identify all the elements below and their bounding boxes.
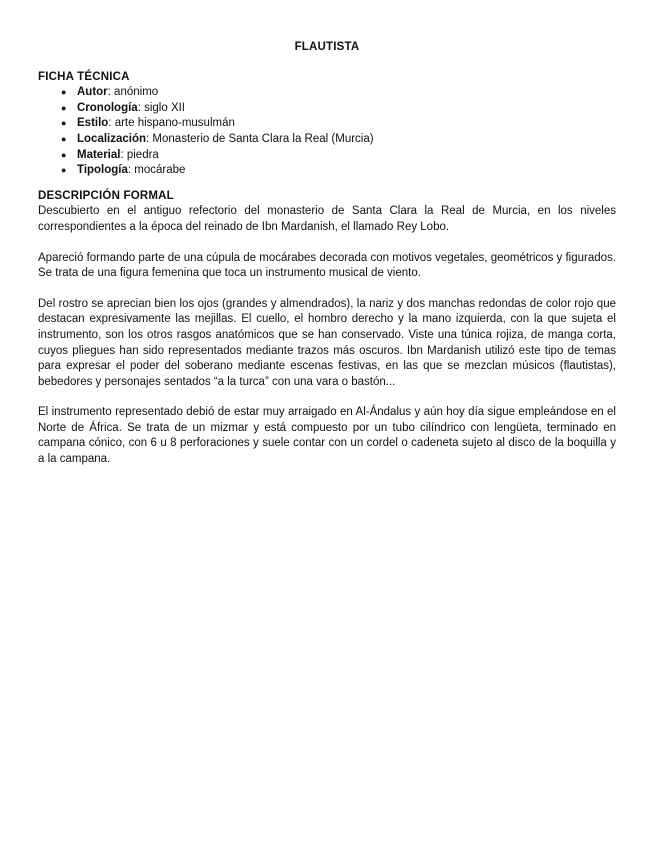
bullet-icon: ●: [61, 102, 67, 113]
field-value: : arte hispano-musulmán: [108, 117, 235, 130]
ficha-item-localizacion: [38, 132, 616, 148]
field-label: Estilo: [77, 117, 109, 130]
bullet-icon: ●: [61, 149, 67, 160]
field-value: : Monasterio de Santa Clara la Real (Murcia): [146, 132, 374, 145]
field-label: Tipología: [77, 164, 128, 177]
ficha-item-tipologia: [38, 163, 616, 179]
descripcion-formal-heading: DESCRIPCIÓN FORMAL: [38, 189, 174, 202]
field-value: : anónimo: [107, 86, 159, 99]
ficha-item-estilo: [38, 116, 616, 132]
bullet-icon: ●: [61, 87, 67, 98]
field-value: : mocárabe: [127, 164, 186, 177]
descripcion-paragraph-1: Descubierto en el antiguo refectorio del monasterio de Santa Clara la Real de Murcia, en los niveles correspondientes a la época del reinado de Ibn Mardanish, el llamado Rey Lobo.: [38, 205, 616, 233]
ficha-item-cronologia: [38, 101, 616, 117]
bullet-icon: ●: [61, 133, 67, 144]
ficha-tecnica-list: [38, 85, 616, 179]
bullet-icon: ●: [61, 165, 67, 176]
descripcion-paragraph-2: Apareció formando parte de una cúpula de mocárabes decorada con motivos vegetales, geométricos y figurados. Se trata de una figura femenina que toca un instrumento musical de viento.: [38, 251, 616, 280]
field-label: Autor: [77, 86, 108, 99]
field-label: Material: [77, 148, 121, 161]
field-value: : siglo XII: [137, 101, 186, 114]
document-title: FLAUTISTA: [294, 41, 360, 53]
ficha-item-material: [38, 148, 616, 164]
descripcion-paragraph-3: Del rostro se aprecian bien los ojos (grandes y almendrados), la nariz y dos manchas redondas de color rojo que destacan expresivamente las mejillas. El cuello, el hombro derecho y la mano izquierda, con la que sujeta el instrumento, son los otros rasgos anatómicos que se han conservado. Viste una túnica rojiza, de manga corta, cuyos pliegues han sido representados mediante trazos más oscuros. Ibn Mardanish utilizó este tipo de temas para expresar el poder del soberano mediante escenas festivas, en las que se mezclan músicos (flautistas), bebedores y personajes sentados “a la turca” con una vara o bastón...: [38, 297, 616, 388]
field-label: Localización: [77, 132, 147, 145]
field-value: : piedra: [120, 148, 159, 161]
descripcion-paragraph-4: El instrumento representado debió de estar muy arraigado en Al-Ándalus y aún hoy día sigue empleándose en el Norte de África. Se trata de un mizmar y está compuesto por un tubo cilíndrico con lengüeta, terminado en campana cónico, con 6 u 8 perforaciones y suele contar con un cordel o cadeneta sujeto al disco de la boquilla y a la campana.: [38, 406, 616, 466]
bullet-icon: ●: [61, 118, 67, 129]
field-label: Cronología: [77, 101, 138, 114]
ficha-tecnica-heading: FICHA TÉCNICA: [38, 70, 130, 83]
ficha-item-autor: [38, 85, 616, 101]
document-page: [38, 40, 616, 483]
